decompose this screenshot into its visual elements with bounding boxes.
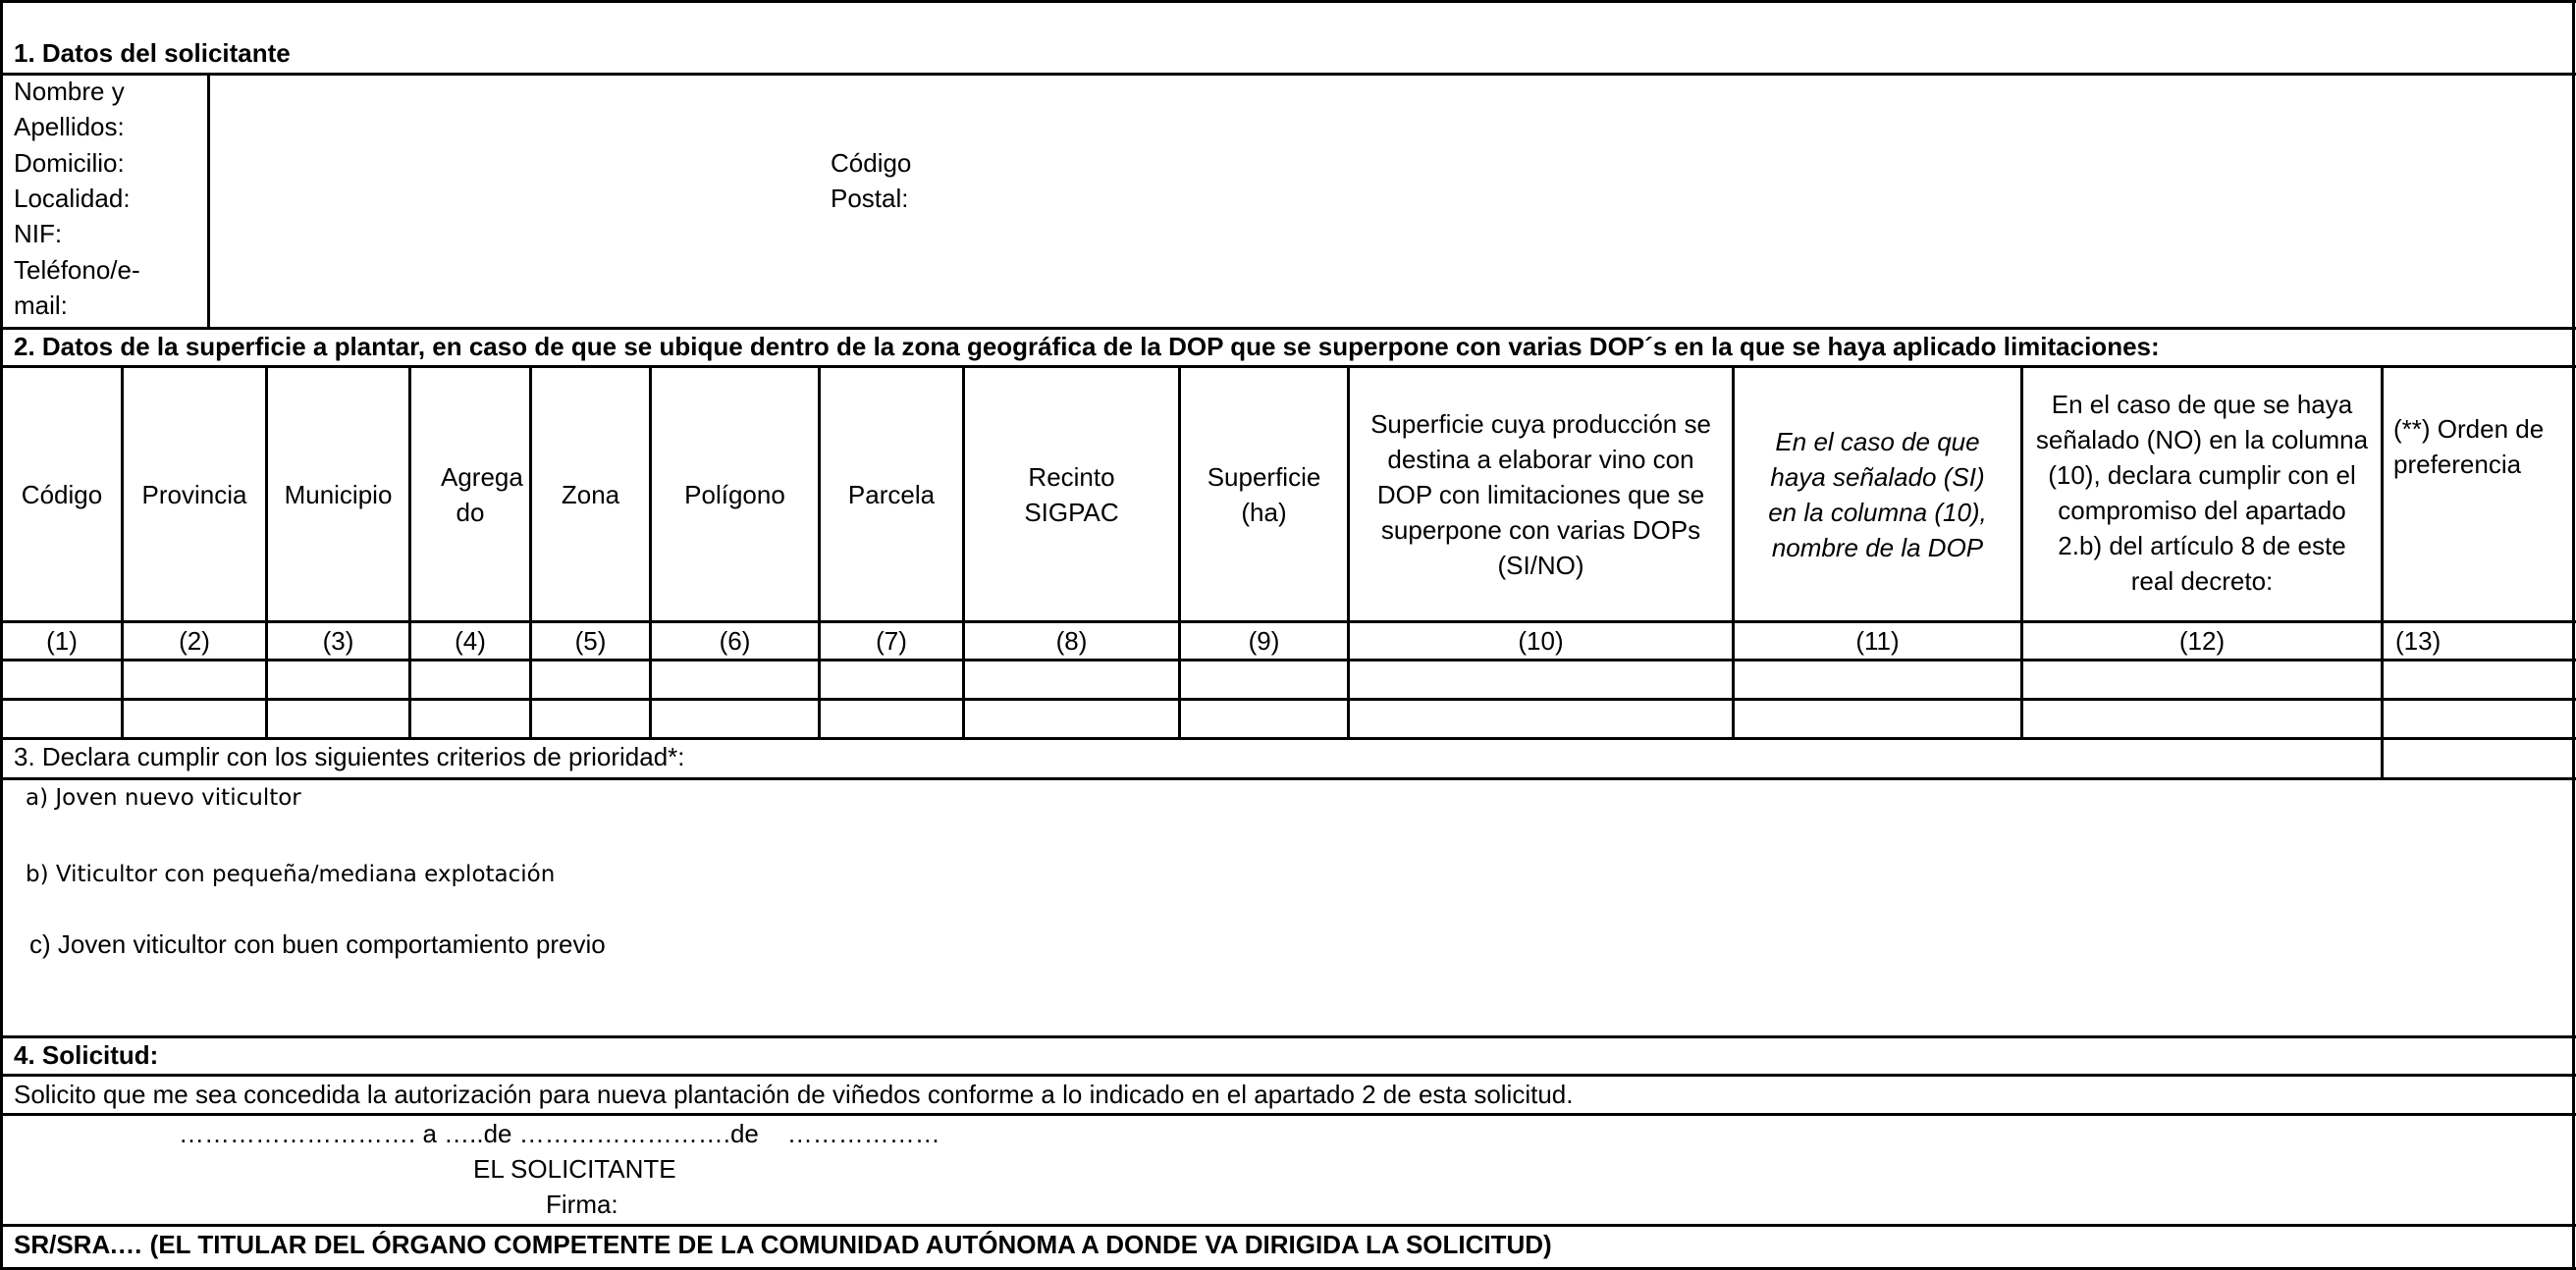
col-header-compromiso [2023, 365, 2381, 620]
col-number: (8) [1055, 625, 1088, 656]
signer-label: EL SOLICITANTE [473, 1154, 676, 1184]
label-apellidos: Apellidos: [14, 112, 125, 141]
criterion-c: c) Joven viticultor con buen comportamiento previo [29, 929, 606, 959]
signature-label: Firma: [546, 1190, 618, 1219]
section1-title: 1. Datos del solicitante [14, 38, 291, 68]
col-number: (3) [322, 625, 354, 656]
col-header-label: Zona [561, 479, 620, 509]
col-number: (4) [455, 625, 486, 656]
border-line [0, 73, 2576, 76]
border-line [0, 659, 2576, 661]
col-header-label: Código [21, 479, 103, 509]
border-line [0, 698, 2576, 701]
col-number: (7) [876, 625, 907, 656]
section4-title: 4. Solicitud: [14, 1040, 159, 1070]
col-number: (13) [2395, 625, 2442, 656]
col-header-provincia [124, 368, 265, 620]
col-header-label: En el caso de que haya señalado (SI) en la columna (10), nombre de la DOP [1768, 426, 1987, 562]
col-header-label: (**) Orden de preferencia [2393, 414, 2545, 479]
col-header-superficie-dop [1350, 368, 1732, 620]
col-number: (9) [1248, 625, 1280, 656]
col-header-label: Polígono [684, 479, 785, 509]
col-number: (1) [46, 625, 78, 656]
col-header-label: Parcela [847, 479, 936, 509]
label-domicilio: Domicilio: [14, 148, 125, 178]
col-header-parcela [821, 368, 962, 620]
col-header-orden [2384, 368, 2572, 525]
col-number: (5) [574, 625, 607, 656]
label-nombre: Nombre y [14, 77, 125, 106]
col-header-label: Superficie (ha) [1207, 461, 1321, 527]
col-header-agregado [411, 368, 529, 620]
request-text: Solicito que me sea concedida la autorización para nueva plantación de viñedos conforme a lo indicado en el apartado 2 de esta solicitud. [14, 1080, 1574, 1109]
border-line [2572, 0, 2575, 1270]
col-header-zona [532, 368, 649, 620]
border-line [0, 0, 2576, 3]
label-email: mail: [14, 291, 68, 320]
col-header-label: Superficie cuya producción se destina a elaborar vino con DOP con limitaciones que se superpone con varias DOPs (SI/NO) [1370, 408, 1711, 580]
col-number: (10) [1518, 625, 1564, 656]
col-number: (2) [179, 625, 210, 656]
criterion-a: a) Joven nuevo viticultor [26, 785, 301, 811]
col-number: (6) [719, 625, 751, 656]
col-header-label: Municipio [284, 479, 393, 509]
section2-title: 2. Datos de la superficie a plantar, en caso de que se ubique dentro de la zona geográfica de la DOP que se superpone con varias DOP´s en la que se haya aplicado limitaciones: [14, 332, 2160, 361]
border-line [207, 73, 210, 330]
col-header-codigo [3, 368, 121, 620]
label-nif: NIF: [14, 219, 63, 248]
section3-title: 3. Declara cumplir con los siguientes criterios de prioridad*: [14, 742, 685, 771]
col-header-recinto [965, 368, 1178, 620]
col-header-municipio [268, 368, 408, 620]
col-header-label: Provincia [141, 479, 247, 509]
label-postal: Postal: [831, 184, 909, 213]
addressee-line: SR/SRA.… (EL TITULAR DEL ÓRGANO COMPETENTE DE LA COMUNIDAD AUTÓNOMA A DONDE VA DIRIGIDA LA SOLICITUD) [14, 1230, 1552, 1259]
border-line [0, 777, 2576, 780]
col-header-label: Recinto SIGPAC [1024, 461, 1119, 527]
border-line [0, 1035, 2576, 1038]
criterion-b: b) Viticultor con pequeña/mediana explotación [26, 862, 556, 887]
col-header-superficie [1181, 368, 1347, 620]
col-header-label: En el caso de que se haya señalado (NO) en la columna (10), declara cumplir con el compromiso del apartado 2.b) del artículo 8 de este real decreto: [2035, 390, 2369, 596]
label-telefono: Teléfono/e- [14, 255, 140, 285]
col-number: (12) [2178, 625, 2226, 656]
place-date-line: ………………………. a …..de …………………….de ……………… [179, 1119, 940, 1148]
col-header-label: Agrega do [441, 461, 523, 527]
col-header-poligono [652, 368, 818, 620]
col-header-nombre-dop [1735, 368, 2020, 620]
label-localidad: Localidad: [14, 184, 131, 213]
col-number: (11) [1855, 625, 1900, 656]
label-codigo: Código [831, 148, 912, 178]
